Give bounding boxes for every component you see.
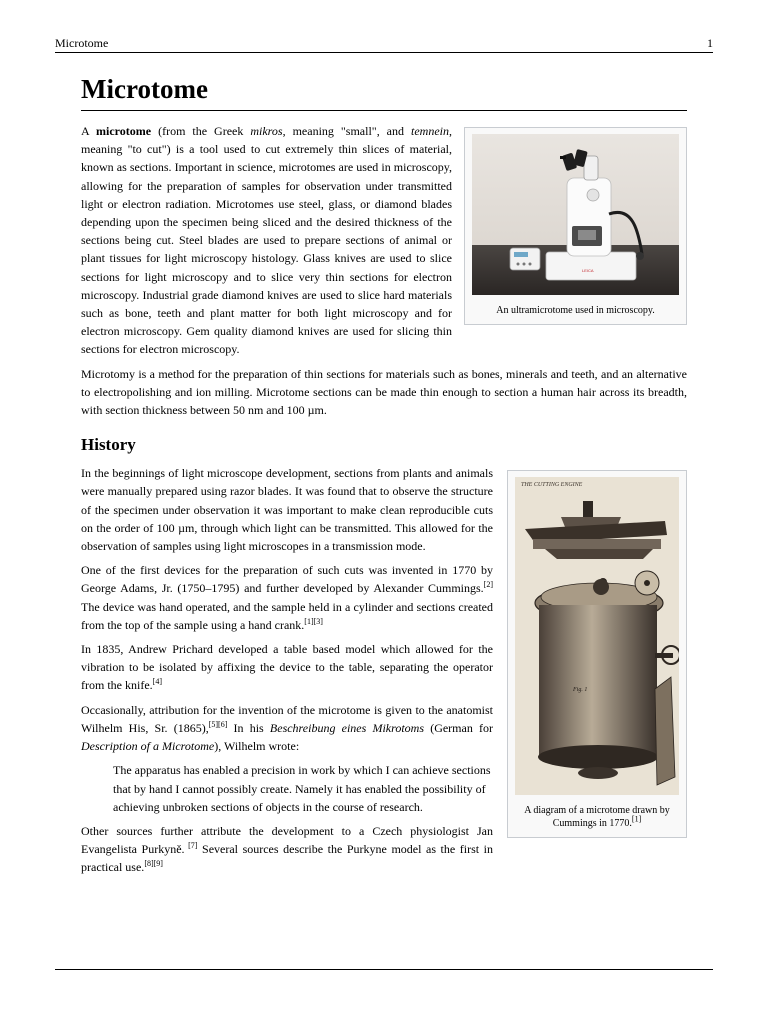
citation[interactable]: [5][6] (208, 719, 228, 729)
engraving-title: THE CUTTING ENGINE (521, 482, 583, 489)
his-quotation: The apparatus has enabled a precision in work by which I can achieve sections that by hand I cannot possibly create. Namely it has enabled the possibility of achieving unbroken sections of objects in the course of research. (113, 763, 491, 814)
figure-caption: A diagram of a microtome drawn by Cummings in 1770.[1] (524, 805, 670, 830)
ultramicrotome-photo (472, 134, 679, 295)
running-header-title: Microtome (55, 36, 109, 50)
microtomy-paragraph: Microtomy is a method for the preparation of thin sections for materials such as bones, minerals and teeth, and an alternative to electropolishing and ion milling. Microtome sections can be made thin enough to section a human hair across its breadth, with section thickness between 50 nm and 100 µm. (81, 366, 687, 418)
figure-ultramicrotome (464, 127, 687, 325)
citation[interactable]: [4] (152, 677, 162, 687)
history-paragraph-3: In 1835, Andrew Prichard developed a table based model which allowed for the vibration to be isolated by affixing the device to the table, separating the operator from the knife.[4] (81, 642, 493, 693)
running-header (55, 36, 713, 53)
engraving-fig-label: Fig. 1 (573, 687, 588, 694)
citation[interactable]: [1][3] (304, 616, 323, 626)
citation[interactable]: [7] (184, 841, 198, 851)
term-microtome: microtome (96, 124, 152, 138)
citation[interactable]: [1] (631, 815, 642, 825)
article-title: Microtome (81, 72, 687, 111)
citation[interactable]: [8][9] (144, 859, 163, 869)
figure-caption: An ultramicrotome used in microscopy. (496, 305, 655, 317)
article-body (81, 122, 687, 883)
citation[interactable]: [2] (483, 580, 493, 590)
history-paragraph-4: Occasionally, attribution for the invention of the microtome is given to the anatomist Wilhelm His, Sr. (1865),[5][6] In his Beschreibung eines Mikrotoms (German for Description of a Microtome), Wilhelm wrote: (81, 702, 494, 754)
intro-paragraph: A microtome (from the Greek mikros, meaning "small", and temnein, meaning "to cut") is a tool used to cut extremely thin slices of material, known as sections. Important in science, microtomes are used in microscopy, allowing for the preparation of samples for observation under transmitted light or electron radiation. Microtomes use steel, glass, or diamond blades depending upon the specimen being sliced and the desired thickness of the sections being cut. Steel blades are used to prepare sections of animal or plant tissues for light microscopy histology. Glass knives are used to slice sections for light microscopy and to slice very thin sections for electron microscopy. Industrial grade diamond knives are used to slice hard materials such as bone, teeth and plant matter for both light microscopy and for electron microscopy. Gem quality diamond knives are used for slicing thin sections for electron microscopy. (81, 124, 452, 357)
history-paragraph-5: Other sources further attribute the development to a Czech physiologist Jan Evangelista Purkyně. [7] Several sources describe the Purkyne model as the first in practical use.[8][9] (81, 823, 494, 875)
page-number: 1 (707, 36, 713, 50)
svg-text:LEICA: LEICA (582, 268, 594, 273)
cutting-engine-engraving (515, 477, 679, 795)
footer-rule (55, 969, 713, 970)
history-paragraph-2: One of the first devices for the preparation of such cuts was invented in 1770 by George Adams, Jr. (1750–1795) and further developed by Alexander Cummings.[2] The device was hand operated, and the sample held in a cylinder and sections created from the top of the sample using a hand crank.[1][3] (81, 563, 493, 632)
history-heading: History (81, 435, 136, 455)
history-paragraph-1: In the beginnings of light microscope development, sections from plants and animals were manually prepared using razor blades. It was found that to observe the structure of the specimen under observation it was important to make clean reproducible cuts on the order of 100 µm, through which light can be transmitted. This allowed for the observation of samples using light microscopes in a transmission mode. (81, 466, 493, 554)
figure-cummings-diagram (507, 470, 687, 838)
